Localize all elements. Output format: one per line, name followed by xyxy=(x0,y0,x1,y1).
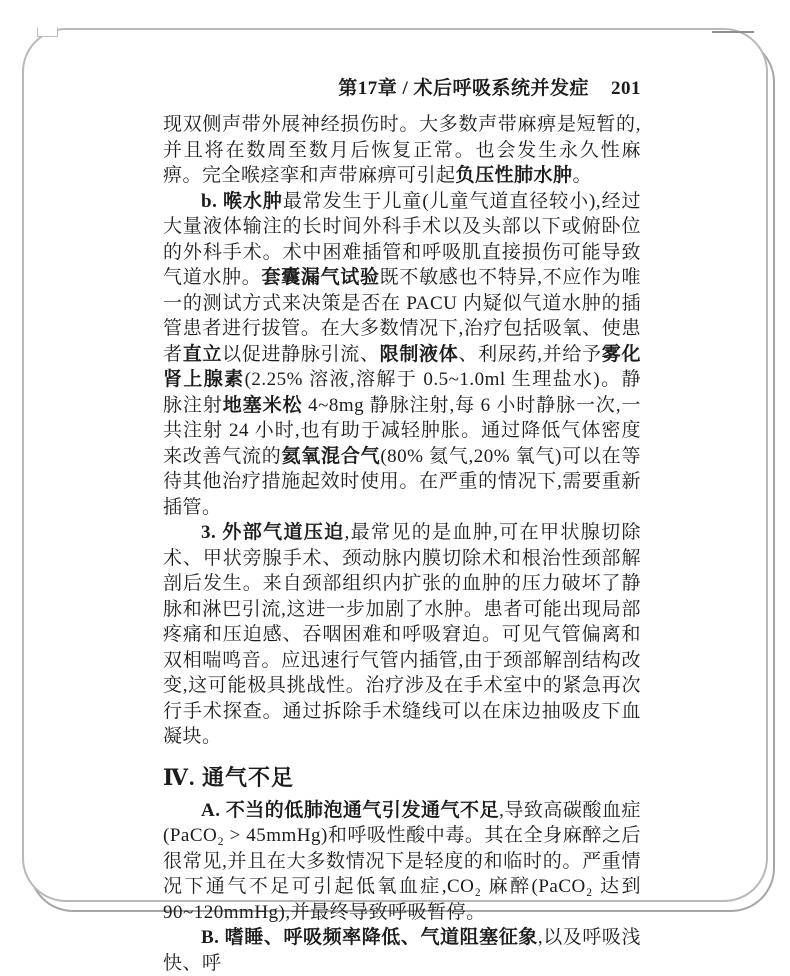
bold-term: 套囊漏气试验 xyxy=(261,267,380,288)
paragraph xyxy=(163,520,641,750)
text-run: 既不敏感也不特异,不应作为唯一的测试方式来决策是否在 PACU 内疑似气道水肿的插管患者进行拔管。在大多数情况下,治疗包括吸氧、使患者 xyxy=(163,267,641,365)
page-number: 201 xyxy=(611,78,641,99)
text-run: 最常发生于儿童(儿童气道直径较小),经过大量液体输注的长时间外科手术以及头部以下或俯卧位的外科手术。术中困难插管和呼吸肌直接损伤可能导致气道水肿。 xyxy=(163,190,642,288)
border-notch-artifact-left xyxy=(37,27,58,37)
bold-term: 负压性肺水肿 xyxy=(455,165,573,186)
text-run: (80% 氦气,20% 氧气)可以在等待其他治疗措施起效时使用。在严重的情况下,需要重新插管。 xyxy=(163,445,641,518)
bold-term: 地塞米松 xyxy=(222,394,303,416)
text-run: ,最常见的是血肿,可在甲状腺切除术、甲状旁腺手术、颈动脉内膜切除术和根治性颈部解剖后发生。来自颈部组织内扩张的血肿的压力破坏了静脉和淋巴引流,这进一步加剧了水肿。患者可能出现局部疼痛和压迫感、吞咽困难和呼吸窘迫。可见气管偏离和双相喘鸣音。应迅速行气管内插管,由于颈部解剖结构改变,这可能极具挑战性。治疗涉及在手术室中的紧急再次行手术探查。通过拆除手术缝线可以在床边抽吸皮下血凝块。 xyxy=(163,522,641,747)
bold-term: 限制液体 xyxy=(379,343,459,365)
paragraph xyxy=(163,189,641,521)
bold-term: 3. 外部气道压迫 xyxy=(201,522,345,543)
bold-term: 雾化肾上腺素 xyxy=(163,343,641,390)
bold-term: Ⅳ. 通气不足 xyxy=(163,764,294,790)
text-run: 。 xyxy=(572,165,593,186)
page-body xyxy=(163,112,641,976)
paragraph xyxy=(163,112,641,189)
paragraph xyxy=(163,798,641,926)
page-header xyxy=(163,73,641,100)
text-run: (2.25% 溶液,溶解于 0.5~1.0ml 生理盐水)。静脉注射 xyxy=(163,369,641,416)
text-run: ,导致高碳酸血症(PaCO₂ > 45mmHg)和呼吸性酸中毒。其在全身麻醉之后很常见,并且在大多数情况下是轻度的和临时的。严重情况下通气不足可引起低氧血症,CO₂ 麻醉(PaCO₂ 达到 90~120mmHg),并最终导致呼吸暂停。 xyxy=(163,799,641,923)
text-run: 、利尿药,并给予 xyxy=(458,343,602,365)
border-notch-artifact-right xyxy=(712,31,754,33)
text-run: ,以及呼吸浅快、呼 xyxy=(163,927,641,974)
bold-term: 直立 xyxy=(182,343,223,365)
section-heading xyxy=(163,765,641,791)
bold-term: A. 不当的低肺泡通气引发通气不足 xyxy=(201,799,500,821)
paragraph xyxy=(163,925,641,976)
text-run: 以促进静脉引流、 xyxy=(222,343,380,365)
text-run: 4~8mg 静脉注射,每 6 小时静脉一次,一共注射 24 小时,也有助于减轻肿胀。通过降低气体密度来改善气流的 xyxy=(163,394,641,467)
chapter-title: 第17章 / 术后呼吸系统并发症 xyxy=(338,78,589,99)
bold-term: 氦氧混合气 xyxy=(281,445,381,467)
bold-term: b. 喉水肿 xyxy=(201,190,283,212)
text-run: 现双侧声带外展神经损伤时。大多数声带麻痹是短暂的,并且将在数周至数月后恢复正常。也会发生永久性麻痹。完全喉痉挛和声带麻痹可引起 xyxy=(163,114,641,186)
bold-term: B. 嗜睡、呼吸频率降低、气道阻塞征象 xyxy=(201,927,538,948)
